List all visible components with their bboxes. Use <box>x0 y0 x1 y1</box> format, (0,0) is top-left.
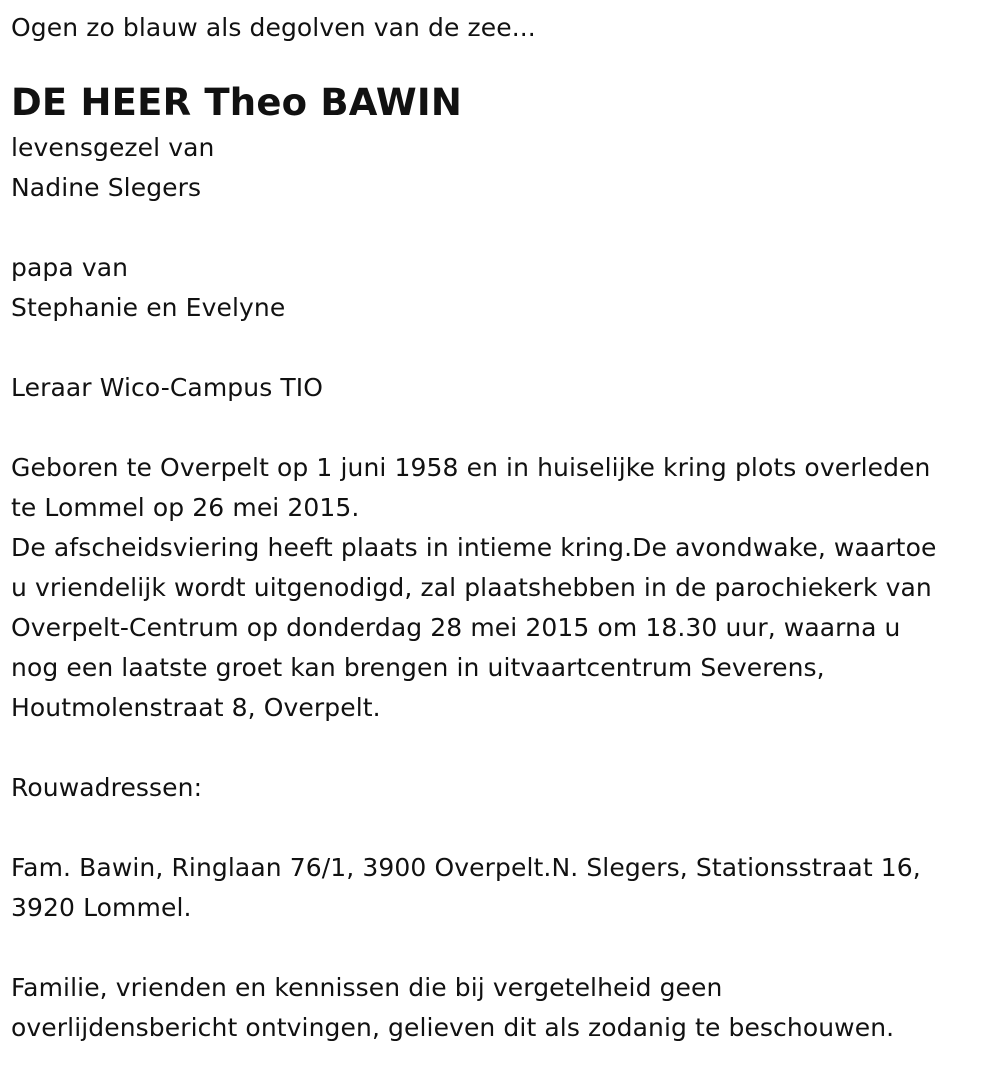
death-notice <box>11 8 991 1048</box>
ceremony-paragraph <box>11 528 991 728</box>
section-spacer <box>11 328 991 368</box>
paragraph-line: Overpelt-Centrum op donderdag 28 mei 2015 om 18.30 uur, waarna u <box>11 613 901 642</box>
children-names: Stephanie en Evelyne <box>11 293 286 322</box>
partner-label: levensgezel van <box>11 133 215 162</box>
occupation: Leraar Wico-Campus TIO <box>11 373 323 402</box>
paragraph-line: Familie, vrienden en kennissen die bij vergetelheid geen <box>11 973 723 1002</box>
paragraph-line: te Lommel op 26 mei 2015. <box>11 493 360 522</box>
paragraph-line: De afscheidsviering heeft plaats in intieme kring.De avondwake, waartoe <box>11 533 937 562</box>
closing-paragraph <box>11 968 991 1048</box>
section-spacer <box>11 408 991 448</box>
children-label: papa van <box>11 253 129 282</box>
mourning-addresses <box>11 848 991 928</box>
address-line: Fam. Bawin, Ringlaan 76/1, 3900 Overpelt.N. Slegers, Stationsstraat 16, <box>11 853 921 882</box>
addresses-label: Rouwadressen: <box>11 773 203 802</box>
section-spacer <box>11 728 991 768</box>
paragraph-line: Geboren te Overpelt op 1 juni 1958 en in huiselijke kring plots overleden <box>11 453 931 482</box>
paragraph-line: Houtmolenstraat 8, Overpelt. <box>11 693 381 722</box>
intro-quote: Ogen zo blauw als degolven van de zee... <box>11 13 536 42</box>
section-spacer <box>11 208 991 248</box>
paragraph-line: u vriendelijk wordt uitgenodigd, zal plaatshebben in de parochiekerk van <box>11 573 932 602</box>
paragraph-line: nog een laatste groet kan brengen in uitvaartcentrum Severens, <box>11 653 825 682</box>
section-spacer <box>11 928 991 968</box>
deceased-name: DE HEER Theo BAWIN <box>11 81 463 124</box>
paragraph-line: overlijdensbericht ontvingen, gelieven dit als zodanig te beschouwen. <box>11 1013 895 1042</box>
address-line: 3920 Lommel. <box>11 893 192 922</box>
partner-name: Nadine Slegers <box>11 173 202 202</box>
section-spacer <box>11 808 991 848</box>
birth-death-paragraph <box>11 448 991 528</box>
